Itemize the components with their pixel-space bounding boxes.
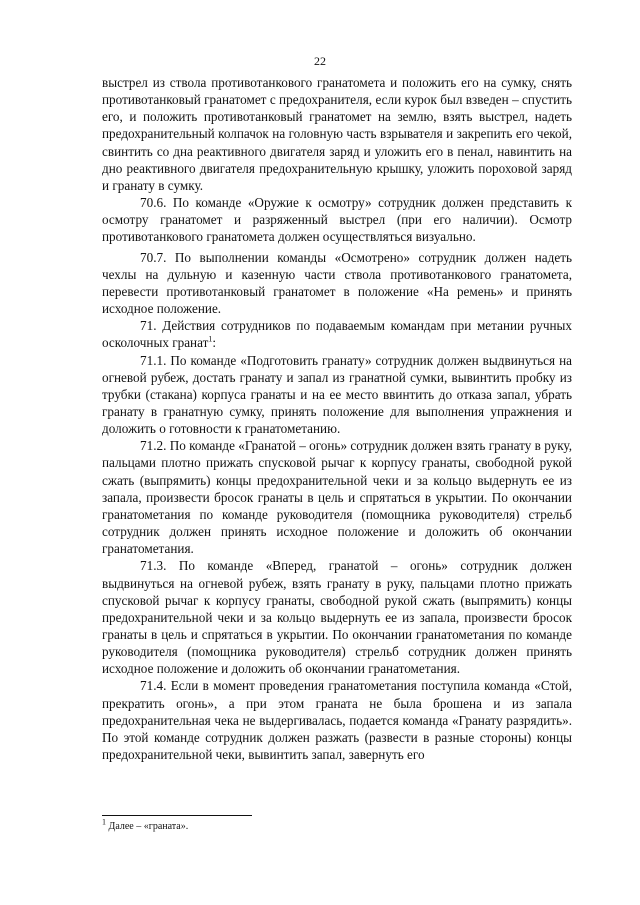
paragraph-71 <box>102 317 572 351</box>
body-text <box>102 74 572 763</box>
paragraph-71-2: 71.2. По команде «Гранатой – огонь» сотрудник должен взять гранату в руку, пальцами плотно прижать спусковой рычаг к корпусу гранаты, свободной рукой сжать (выпрямить) концы предохранительной чеки и за кольцо выдернуть ее из запала, произвести бросок гранаты в цель и спрятаться в укрытии. По окончании гранатометания по команде руководителя (помощника руководителя) стрельб сотрудник должен принять исходное положение и доложить об окончании гранатометания. <box>102 438 572 557</box>
paragraph-70-7: 70.7. По выполнении команды «Осмотрено» сотрудник должен надеть чехлы на дульную и казенную части ствола противотанкового гранатомета, перевести противотанковый гранатомет в положение «На ремень» и принять исходное положение. <box>102 249 572 317</box>
paragraph-71-1: 71.1. По команде «Подготовить гранату» сотрудник должен выдвинуться на огневой рубеж, достать гранату и запал из гранатной сумки, вывинтить пробку из трубки (стакана) корпуса гранаты и на ее место ввинтить до отказа запал, убрать гранату в гранатную сумку, принять положение для выполнения упражнения и доложить о готовности к гранатометанию. <box>102 352 572 437</box>
paragraph-71-4: 71.4. Если в момент проведения гранатометания поступила команда «Стой, прекратить огонь», а при этом граната не была брошена и из запала предохранительная чека не выдергивалась, подается команда «Гранату разрядить». По этой команде сотрудник должен разжать (развести в разные стороны) концы предохранительной чеки, вывинтить запал, завернуть его <box>102 678 572 763</box>
footnote <box>102 817 572 833</box>
page-number: 22 <box>314 54 326 68</box>
paragraph-70-6: 70.6. По команде «Оружие к осмотру» сотрудник должен представить к осмотру гранатомет и разряженный выстрел (при его наличии). Осмотр противотанкового гранатомета должен осуществляться визуально. <box>102 195 572 245</box>
paragraph-71-3: 71.3. По команде «Вперед, гранатой – огонь» сотрудник должен выдвинуться на огневой рубеж, взять гранату в руку, пальцами плотно прижать спусковой рычаг к корпусу гранаты, свободной рукой сжать (выпрямить) концы предохранительной чеки и за кольцо выдернуть ее из запала, произвести бросок гранаты в цель и спрятаться в укрытии. По окончании гранатометания по команде руководителя (помощника руководителя) стрельб сотрудник должен принять исходное положение и доложить об окончании гранатометания. <box>102 558 572 677</box>
paragraph-continuation: выстрел из ствола противотанкового гранатомета и положить его на сумку, снять противотанковый гранатомет с предохранителя, если курок был взведен – спустить его, и положить противотанковый гранатомет на землю, взять выстрел, надеть предохранительный колпачок на головную часть взрывателя и закрепить его чекой, свинтить со дна реактивного двигателя заряд и уложить его в пенал, навинтить на дно реактивного двигателя предохранительную крышку, уложить пороховой заряд и гранату в сумку. <box>102 75 572 193</box>
footnote-reference[interactable]: 1 <box>208 334 213 344</box>
footnote-separator <box>102 815 252 816</box>
footnote-text: Далее – «граната». <box>108 821 189 832</box>
footnote-marker: 1 <box>102 817 106 827</box>
paragraph-71-colon: : <box>212 335 217 351</box>
paragraph-71-text: 71. Действия сотрудников по подаваемым командам при метании ручных осколочных гранат <box>102 318 572 351</box>
